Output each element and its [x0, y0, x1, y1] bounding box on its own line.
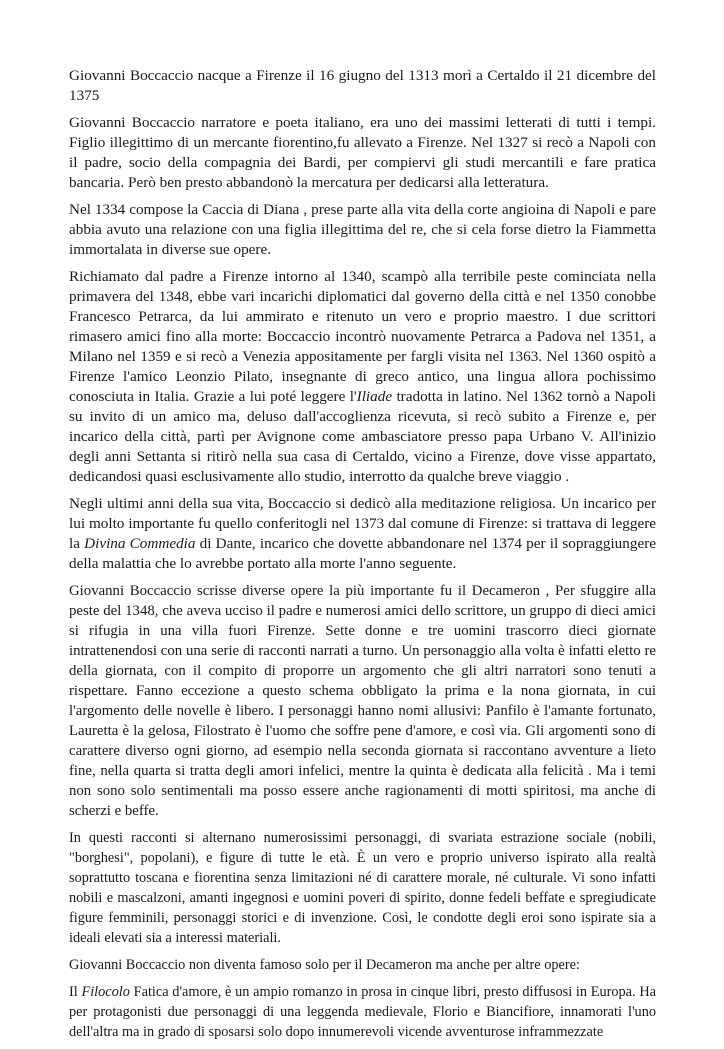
italic-title-filocolo: Filocolo [81, 984, 130, 1000]
text-run: Richiamato dal padre a Firenze intorno al 1340, scampò alla terribile peste cominciata nella primavera del 1348, ebbe vari incarichi diplomatici dal governo della città e nel 1350 conobbe Francesco Petrarca, da lui ammirato e ritenuto un vero e proprio maestro. I due scrittori rimasero amici fino alla morte: Boccaccio incontrò nuovamente Petrarca a Padova nel 1351, a Milano nel 1359 e si recò a Venezia appositamente per fargli visita nel 1363. Nel 1360 ospitò a Firenze l'amico Leonzio Pilato, insegnante di greco antico, una lingua allora pochissimo conosciuta in Italia. Grazie a lui poté leggere l' [69, 268, 656, 405]
paragraph-other-works-intro: Giovanni Boccaccio non diventa famoso solo per il Decameron ma anche per altre opere: [69, 957, 580, 973]
paragraph-caccia-di-diana: Nel 1334 compose la Caccia di Diana , prese parte alla vita della corte angioina di Napoli e pare abbia avuto una relazione con una figlia illegittima del re, che si cela forse dietro la Fiammetta immortalata in diverse sue opere. [69, 201, 656, 258]
italic-title-divina-commedia: Divina Commedia [84, 535, 196, 552]
paragraph-birth-death: Giovanni Boccaccio nacque a Firenze il 16 giugno del 1313 morì a Certaldo il 21 dicembre del 1375 [69, 67, 656, 104]
paragraph-filocolo [69, 982, 656, 1042]
italic-title-iliade: Iliade [356, 388, 393, 405]
text-run: Fatica d'amore, è un ampio romanzo in prosa in cinque libri, presto diffusosi in Europa. Ha per protagonisti due personaggi di una leggenda medievale, Florio e Biancifiore, innamorati l'uno dell'altra ma in grado di sposarsi solo dopo innumerevoli vicende avventurose inframmezzate [69, 984, 657, 1040]
paragraph-last-years [69, 494, 656, 574]
text-run: di Dante, incarico che dovette abbandonare nel 1374 per il sopraggiungere della malattia che lo avrebbe portato alla morte l'anno seguente. [69, 535, 656, 572]
text-run: tradotta in latino. Nel 1362 tornò a Napoli su invito di un amico ma, deluso dall'accoglienza ricevuta, si recò subito a Firenze e, per incarico della città, partì per Avignone come ambasciatore presso papa Urbano V. All'inizio degli anni Settanta si ritirò nella sua casa di Certaldo, vicino a Firenze, dove visse appartato, dedicandosi quasi esclusivamente allo studio, interrotto da qualche breve viaggio . [69, 388, 656, 485]
paragraph-characters: In questi racconti si alternano numerosissimi personaggi, di svariata estrazione sociale (nobili, "borghesi", popolani), e figure di tutte le età. È un vero e proprio universo ispirato alla realtà soprattutto toscana e fiorentina senza limitazioni né di carattere morale, né culturale. Vi sono infatti nobili e mascalzoni, amanti ingegnosi e uomini poveri di spirito, donne fedeli beffate e spregiudicate figure femminili, personaggi storici e di invenzione. Così, le condotte degli eroi sono ispirate sia a ideali elevati sia a interessi materiali. [69, 830, 656, 946]
text-run: Il [69, 984, 82, 1000]
paragraph-petrarca-friendship [69, 267, 656, 487]
text-run: Negli ultimi anni della sua vita, Boccaccio si dedicò alla meditazione religiosa. Un incarico per lui molto importante fu quello conferitogli nel 1373 dal comune di Firenze: si trattava di leggere la [69, 495, 656, 552]
document-page [69, 66, 656, 1049]
paragraph-decameron: Giovanni Boccaccio scrisse diverse opere la più importante fu il Decameron , Per sfuggire alla peste del 1348, che aveva ucciso il padre e numerosi amici dello scrittore, un gruppo di dieci amici si rifugia in una villa fuori Firenze. Sette donne e tre uomini trascorro dieci giornate intrattenendosi con una serie di racconti narrati a turno. Un personaggio alla volta è infatti eletto re della giornata, con il compito di proporre un argomento che gli altri narratori sono tenuti a rispettare. Fanno eccezione a questo schema obbligato la prima e la nona giornata, in cui l'argomento delle novelle è libero. I personaggi hanno nomi allusivi: Panfilo è l'amante fortunato, Lauretta è la gelosa, Filostrato è l'uomo che soffre pene d'amore, e così via. Gli argomenti sono di carattere diverso ogni giorno, ad esempio nella seconda giornata si raccontano avventure a lieto fine, nella quarta si tratta degli amori infelici, mentre la quinta è dedicata alla felicità . Ma i temi non sono solo sentimentali ma posso essere anche ragionamenti di motti spiritosi, ma anche di scherzi e beffe. [69, 583, 656, 819]
paragraph-biography-intro: Giovanni Boccaccio narratore e poeta italiano, era uno dei massimi letterati di tutti i tempi. Figlio illegittimo di un mercante fiorentino,fu allevato a Firenze. Nel 1327 si recò a Napoli con il padre, socio della compagnia dei Bardi, per compiervi gli studi mercantili e fare pratica bancaria. Però ben presto abbandonò la mercatura per dedicarsi alla letteratura. [69, 114, 656, 191]
